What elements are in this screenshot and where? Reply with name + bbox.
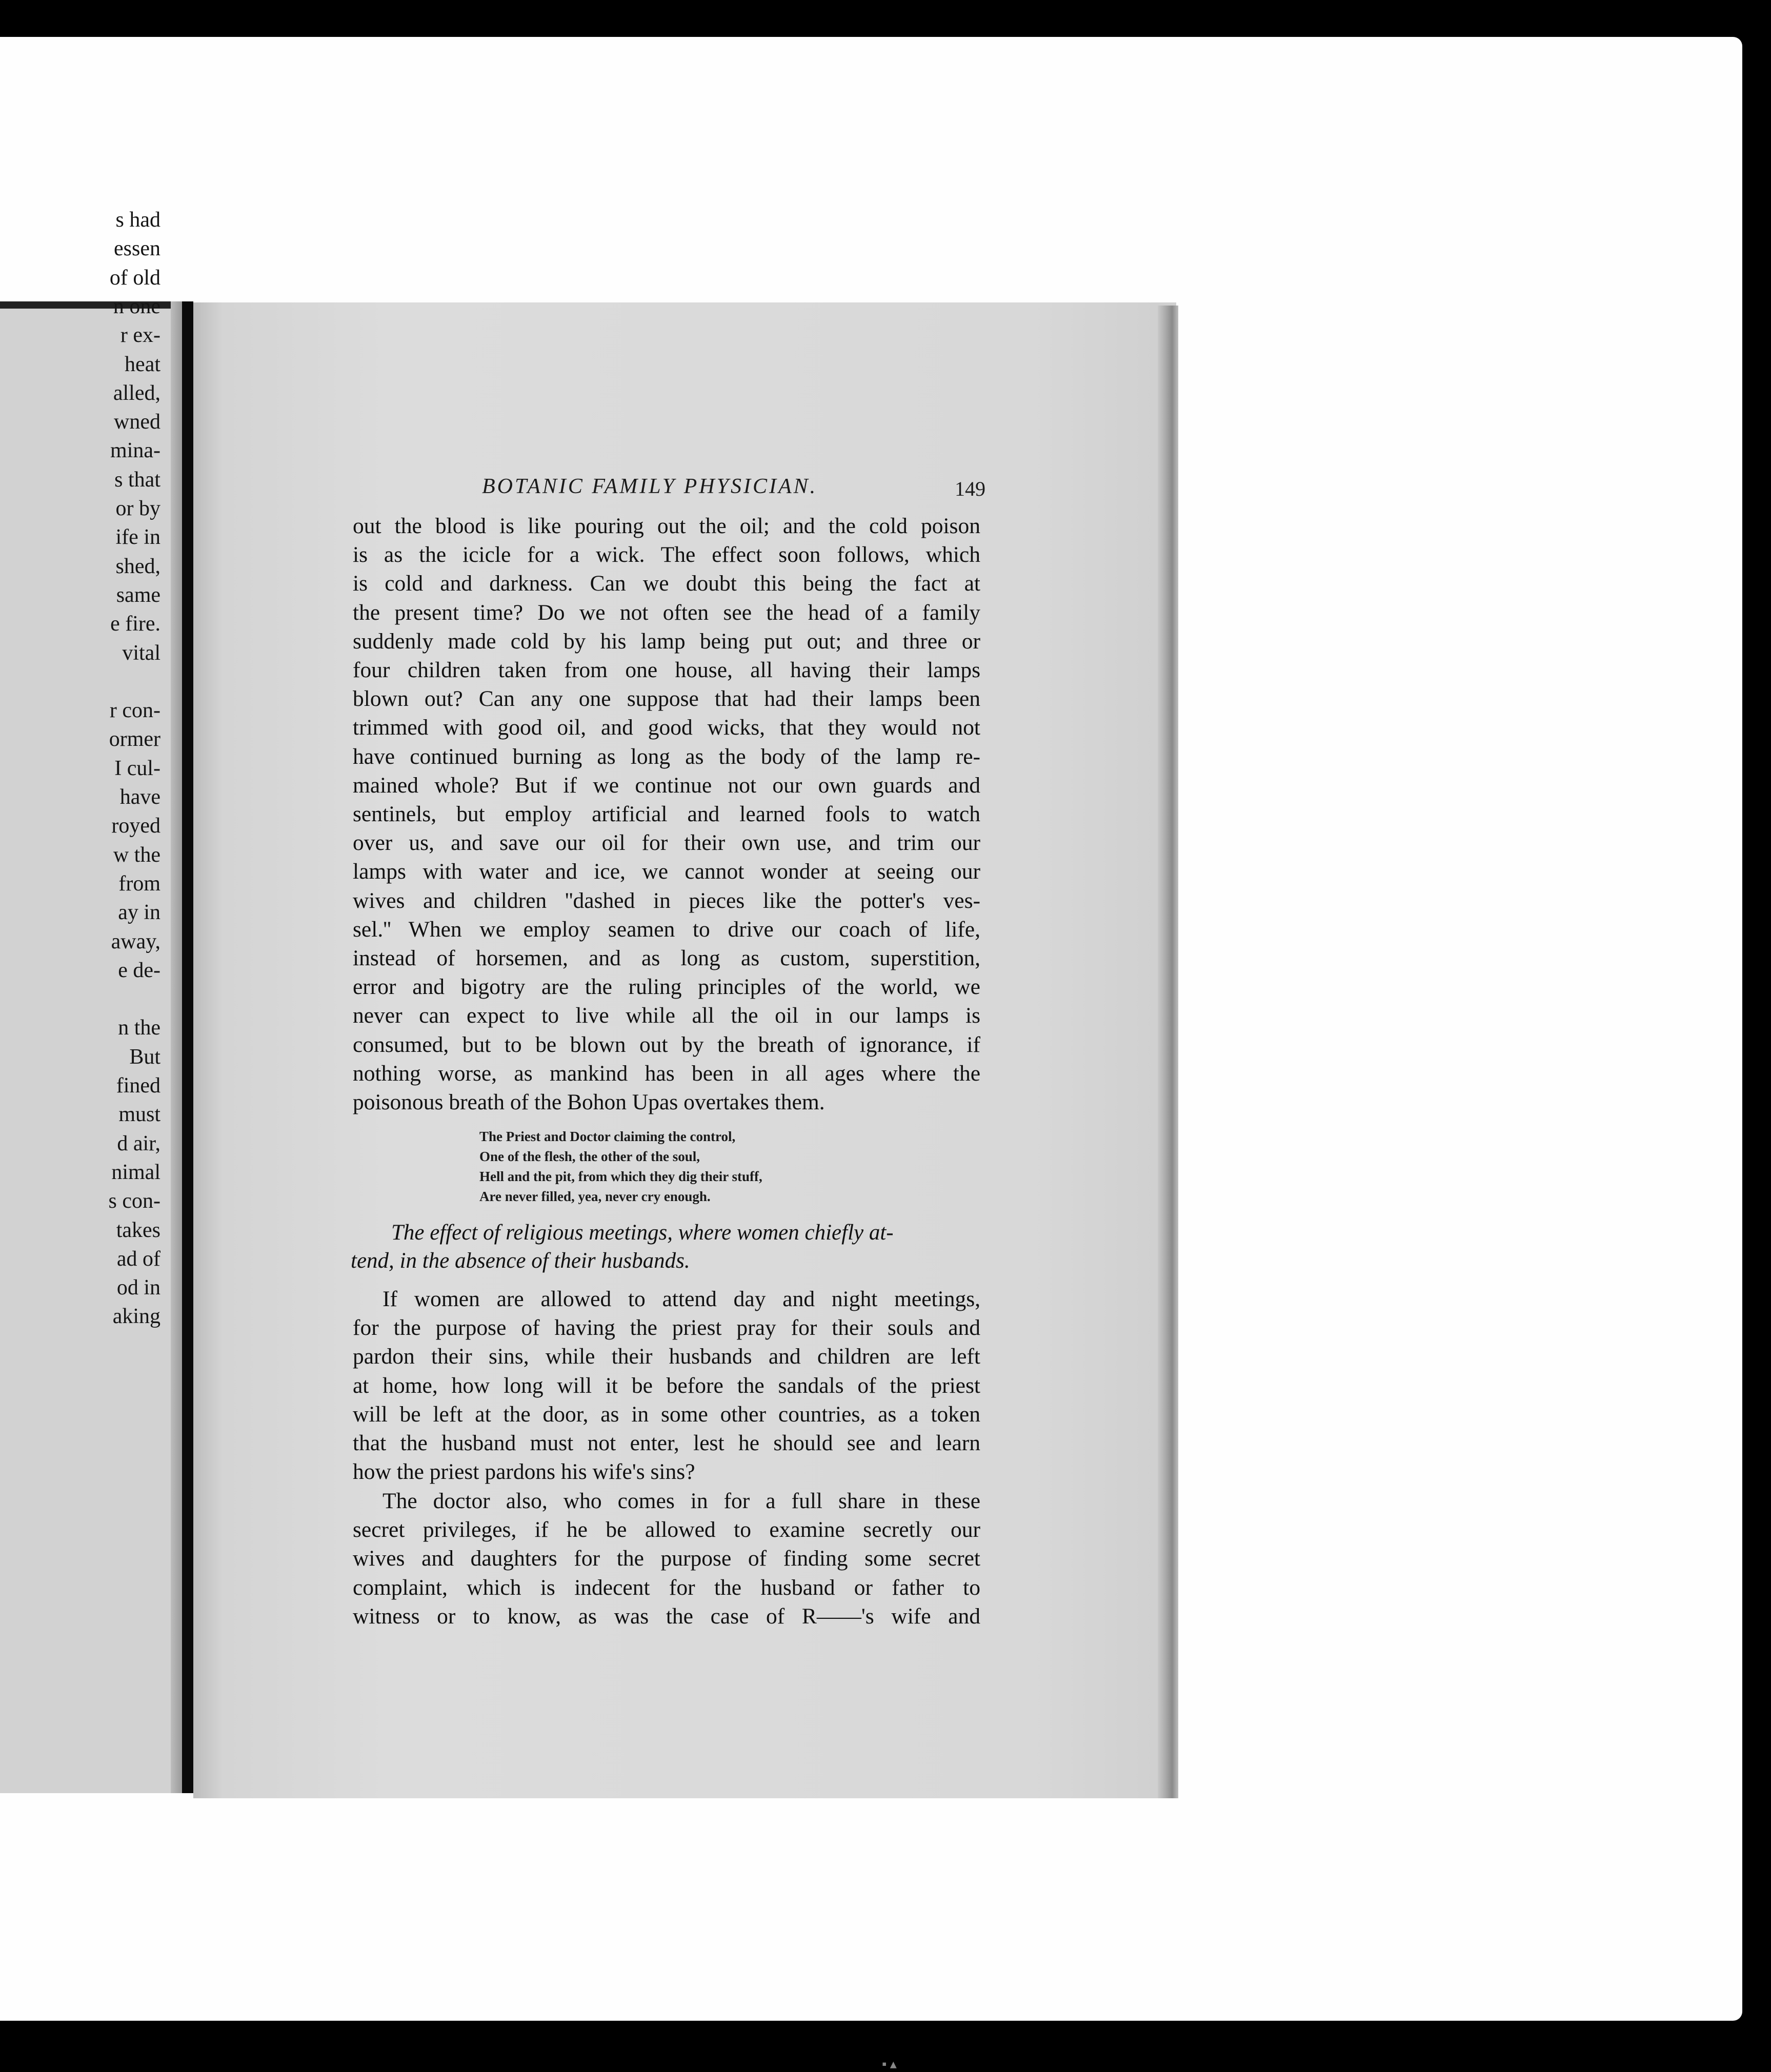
running-head: BOTANIC FAMILY PHYSICIAN.: [482, 475, 818, 498]
body-text-line: never can expect to live while all the oil in our lamps is: [353, 1003, 980, 1028]
left-page-line: od in: [116, 1276, 160, 1300]
body-text-line: instead of horsemen, and as long as custom, superstition,: [353, 946, 980, 970]
left-page-line: s had: [115, 208, 160, 232]
left-page-line: alled,: [113, 381, 160, 405]
body-text-line: consumed, but to be blown out by the breath of ignorance, if: [353, 1032, 980, 1057]
left-page-line: away,: [111, 929, 160, 953]
body-text-line: four children taken from one house, all having their lamps: [353, 658, 980, 682]
left-page-line: d air,: [117, 1131, 160, 1155]
left-page-gutter: [171, 301, 182, 1793]
body-text-line: error and bigotry are the ruling principles of the world, we: [353, 974, 980, 1000]
left-page-line: ad of: [116, 1247, 160, 1271]
left-page-line: shed,: [115, 554, 160, 578]
body-text-line: lamps with water and ice, we cannot wonder at seeing our: [353, 859, 980, 884]
left-page-line: aking: [112, 1305, 160, 1329]
verse-line: The Priest and Doctor claiming the control,: [479, 1129, 736, 1144]
verse-line: Hell and the pit, from which they dig their stuff,: [479, 1169, 762, 1184]
left-page-line: n one: [113, 294, 160, 318]
left-page-line: r ex-: [120, 323, 160, 348]
left-page-line: vital: [122, 641, 160, 665]
verse-line: Are never filled, yea, never cry enough.: [479, 1189, 711, 1204]
left-page-line: I cul-: [114, 756, 160, 780]
left-page-line: nimal: [111, 1160, 160, 1184]
left-page-line: ormer: [109, 727, 160, 751]
left-page-line: n the: [118, 1016, 160, 1040]
left-page-line: royed: [111, 814, 160, 838]
left-page-line: mina-: [110, 439, 160, 463]
left-page-line: heat: [125, 352, 160, 376]
left-page-line: r con-: [109, 699, 160, 723]
left-page-line: essen: [114, 237, 160, 261]
scan-artifact: ▪ ▴: [882, 2057, 897, 2071]
body-text-line: pardon their sins, while their husbands and children are left: [353, 1344, 980, 1369]
left-page-line: wned: [114, 410, 160, 434]
body-text-line: the present time? Do we not often see the head of a family: [353, 600, 980, 625]
left-page-line: ay in: [118, 901, 160, 925]
body-text-line: is cold and darkness. Can we doubt this being the fact at: [353, 571, 980, 596]
body-text-line: will be left at the door, as in some other countries, as a token: [353, 1401, 980, 1427]
body-text-line: sentinels, but employ artificial and learned fools to watch: [353, 802, 980, 826]
left-page-line: from: [118, 871, 160, 896]
body-text-line: poisonous breath of the Bohon Upas overtakes them.: [353, 1090, 825, 1114]
left-page-line: w the: [113, 843, 160, 867]
verse-line: One of the flesh, the other of the soul,: [479, 1149, 700, 1164]
page-number: 149: [955, 477, 985, 500]
left-page-line: same: [116, 583, 160, 607]
body-text-line: If women are allowed to attend day and night meetings,: [383, 1287, 980, 1311]
body-text-line: complaint, which is indecent for the husband or father to: [353, 1575, 980, 1600]
left-page-line: But: [129, 1045, 160, 1069]
left-page-line: must: [118, 1103, 160, 1127]
body-text-line: that the husband must not enter, lest he should see and learn: [353, 1431, 980, 1455]
body-text-line: nothing worse, as mankind has been in all ages where the: [353, 1061, 980, 1086]
left-page-line: e fire.: [110, 612, 160, 636]
left-page-line: s con-: [108, 1189, 160, 1213]
body-text-line: wives and children ''dashed in pieces like the potter's ves-: [353, 888, 980, 913]
body-text-line: witness or to know, as was the case of R——'s wife and: [353, 1603, 980, 1629]
page-edge-shadow: [1158, 306, 1178, 1798]
body-text-line: trimmed with good oil, and good wicks, that they would not: [353, 715, 980, 740]
body-text-line: wives and daughters for the purpose of finding some secret: [353, 1546, 980, 1571]
body-text-line: secret privileges, if he be allowed to examine secretly our: [353, 1517, 980, 1542]
body-text-line: over us, and save our oil for their own use, and trim our: [353, 830, 980, 856]
body-text-line: The doctor also, who comes in for a full share in these: [383, 1489, 980, 1513]
body-text-line: how the priest pardons his wife's sins?: [353, 1459, 695, 1485]
left-page-line: ife in: [115, 525, 160, 550]
left-page-line: or by: [115, 497, 160, 520]
section-heading: The effect of religious meetings, where women chiefly at-: [391, 1221, 894, 1245]
left-page-line: have: [119, 785, 160, 809]
book-binding: [182, 301, 193, 1793]
left-page-line: takes: [116, 1218, 160, 1242]
body-text-line: out the blood is like pouring out the oil; and the cold poison: [353, 514, 980, 538]
body-text-line: sel.'' When we employ seamen to drive our coach of life,: [353, 917, 980, 942]
body-text-line: have continued burning as long as the body of the lamp re-: [353, 744, 980, 769]
left-page-line: e de-: [118, 958, 160, 982]
left-page-line: of old: [109, 266, 160, 290]
body-text-line: at home, how long will it be before the sandals of the priest: [353, 1373, 980, 1398]
section-heading: tend, in the absence of their husbands.: [351, 1249, 690, 1273]
left-page-line: s that: [114, 468, 160, 492]
body-text-line: mained whole? But if we continue not our own guards and: [353, 773, 980, 798]
body-text-line: suddenly made cold by his lamp being put out; and three or: [353, 628, 980, 654]
left-page: [0, 208, 182, 1793]
body-text-line: is as the icicle for a wick. The effect soon follows, which: [353, 542, 980, 567]
body-text-line: for the purpose of having the priest pray for their souls and: [353, 1315, 980, 1340]
body-text-line: blown out? Can any one suppose that had their lamps been: [353, 686, 980, 712]
left-page-line: fined: [116, 1074, 160, 1098]
